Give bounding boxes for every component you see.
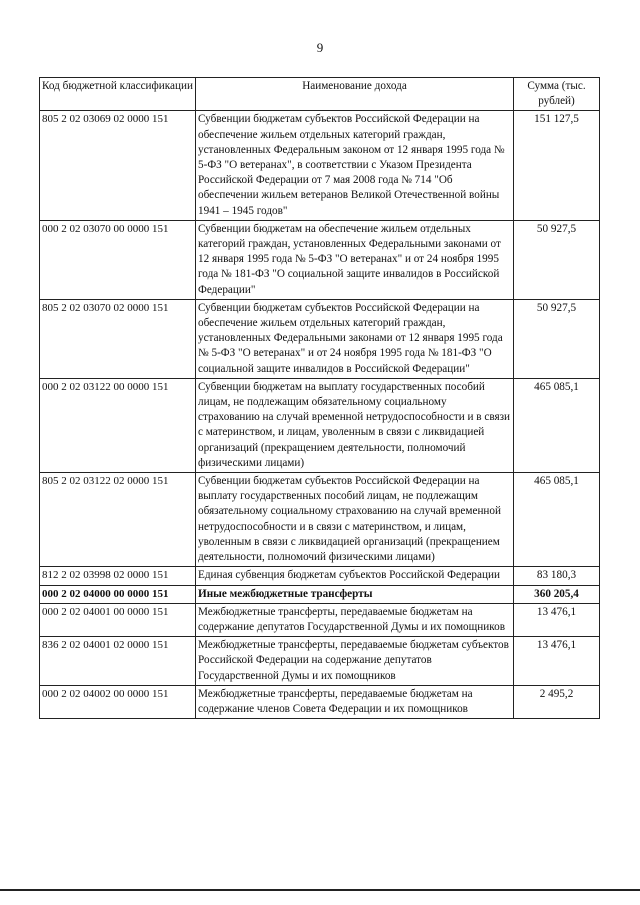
cell-amount: 465 085,1 [514, 378, 600, 472]
cell-amount: 151 127,5 [514, 111, 600, 220]
cell-name: Субвенции бюджетам субъектов Российской Федерации на обеспечение жильем отдельных категорий граждан, установленных Федеральным законом от 12 января 1995 года № 5-ФЗ "О ветеранах", в соответствии с Указом Президента Российской Федерации от 7 мая 2008 года № 714 "Об обеспечении жильем ветеранов Великой Отечественной войны 1941 – 1945 годов" [196, 111, 514, 220]
header-code: Код бюджетной классификации [40, 78, 196, 111]
cell-code: 805 2 02 03070 02 0000 151 [40, 299, 196, 378]
cell-name: Единая субвенция бюджетам субъектов Российской Федерации [196, 567, 514, 585]
table-row [40, 299, 600, 378]
cell-code: 836 2 02 04001 02 0000 151 [40, 637, 196, 686]
table-row [40, 473, 600, 567]
table-row [40, 567, 600, 585]
cell-amount: 83 180,3 [514, 567, 600, 585]
table-row [40, 111, 600, 220]
page-number: 9 [316, 40, 324, 55]
cell-amount: 50 927,5 [514, 299, 600, 378]
cell-code: 000 2 02 04002 00 0000 151 [40, 685, 196, 718]
cell-name: Субвенции бюджетам субъектов Российской Федерации на выплату государственных пособий лицам, не подлежащим обязательному социальному страхованию на случай временной нетрудоспособности и в связи с материнством, и лицам, уволенным в связи с ликвидацией организаций (прекращением деятельности, полномочий физическими лицами) [196, 473, 514, 567]
cell-amount: 465 085,1 [514, 473, 600, 567]
cell-code: 000 2 02 04000 00 0000 151 [40, 585, 196, 603]
cell-name: Межбюджетные трансферты, передаваемые бюджетам на содержание членов Совета Федерации и их помощников [196, 685, 514, 718]
table-row [40, 637, 600, 686]
table-row [40, 378, 600, 472]
cell-amount: 50 927,5 [514, 220, 600, 299]
header-name: Наименование дохода [196, 78, 514, 111]
cell-amount: 2 495,2 [514, 685, 600, 718]
page-bottom-rule [0, 889, 640, 891]
table-body [40, 111, 600, 719]
cell-code: 000 2 02 03070 00 0000 151 [40, 220, 196, 299]
cell-amount: 13 476,1 [514, 637, 600, 686]
cell-code: 000 2 02 04001 00 0000 151 [40, 603, 196, 636]
table-row [40, 685, 600, 718]
revenue-table [39, 77, 600, 719]
table-row [40, 603, 600, 636]
cell-code: 000 2 02 03122 00 0000 151 [40, 378, 196, 472]
cell-code: 812 2 02 03998 02 0000 151 [40, 567, 196, 585]
cell-amount: 13 476,1 [514, 603, 600, 636]
cell-name: Субвенции бюджетам на выплату государственных пособий лицам, не подлежащим обязательному социальному страхованию на случай временной нетрудоспособности и в связи с материнством, и лицам, уволенным в связи с ликвидацией организаций (прекращением деятельности, полномочий физическими лицами) [196, 378, 514, 472]
cell-code: 805 2 02 03122 02 0000 151 [40, 473, 196, 567]
cell-name: Субвенции бюджетам на обеспечение жильем отдельных категорий граждан, установленных Федеральными законами от 12 января 1995 года № 5-ФЗ "О ветеранах" и от 24 ноября 1995 года № 181-ФЗ "О социальной защите инвалидов в Российской Федерации" [196, 220, 514, 299]
cell-name: Иные межбюджетные трансферты [196, 585, 514, 603]
table-header-row [40, 78, 600, 111]
cell-name: Межбюджетные трансферты, передаваемые бюджетам субъектов Российской Федерации на содержание депутатов Государственной Думы и их помощников [196, 637, 514, 686]
cell-amount: 360 205,4 [514, 585, 600, 603]
cell-name: Межбюджетные трансферты, передаваемые бюджетам на содержание депутатов Государственной Думы и их помощников [196, 603, 514, 636]
cell-code: 805 2 02 03069 02 0000 151 [40, 111, 196, 220]
cell-name: Субвенции бюджетам субъектов Российской Федерации на обеспечение жильем отдельных категорий граждан, установленных Федеральными законами от 12 января 1995 года № 5-ФЗ "О ветеранах" и от 24 ноября 1995 года № 181-ФЗ "О социальной защите инвалидов в Российской Федерации" [196, 299, 514, 378]
header-amount: Сумма (тыс. рублей) [514, 78, 600, 111]
table-row [40, 220, 600, 299]
table-row [40, 585, 600, 603]
